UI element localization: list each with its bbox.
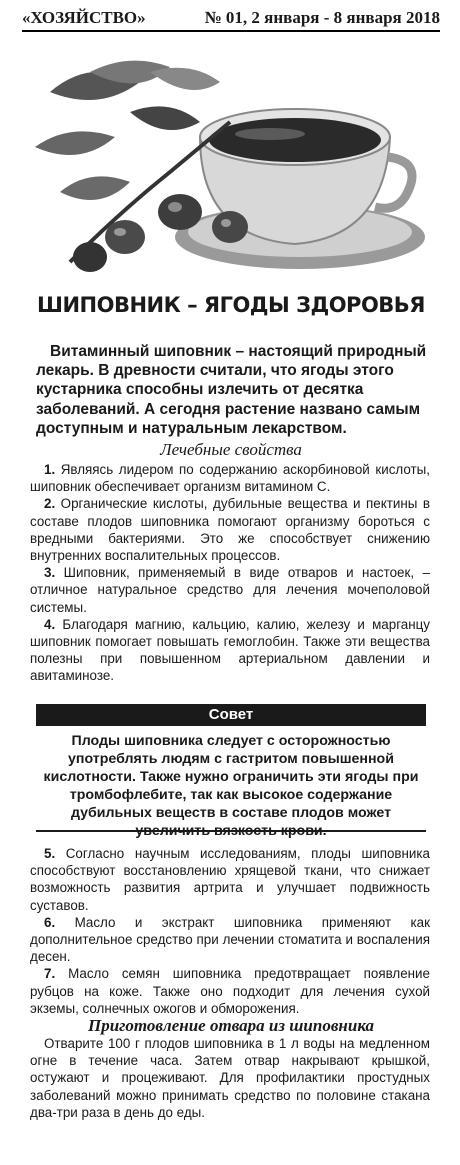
list-item: 7. Масло семян шиповника предотвращает появление рубцов на коже. Также оно подходит для лечения сухой экземы, солнечных ожогов и обморожения. (30, 966, 430, 1016)
article-lead: Витаминный шиповник – настоящий природный лекарь. В древности считали, что ягоды этого кустарника способны излечить от десятка заболеваний. А сегодня растение названо самым доступным и натуральным лекарством. (36, 343, 427, 437)
advice-header: Совет (36, 704, 426, 726)
rosehip-tea-cup-photo (30, 52, 430, 282)
list-item: 3. Шиповник, применяемый в виде отваров и настоек, – отличное натуральное средство для лечения мочеполовой системы. (30, 565, 430, 615)
list-item: 6. Масло и экстракт шиповника применяют как дополнительное средство при лечении стоматита и воспаления десен. (30, 914, 430, 965)
advice-text: Плоды шиповника следует с осторожностью употреблять людям с гастритом повышенной кислотности. Также нужно ограничить эти ягоды при тромбофлебите, так как высокое содержание дубильных веществ в составе плодов может увеличить вязкость крови. (36, 732, 426, 832)
list-item: 5. Согласно научным исследованиям, плоды шиповника способствуют восстановлению хрящевой ткани, что снижает возможность развития артрита и улучшает подвижность суставов. (30, 846, 430, 913)
properties-list-1 (30, 461, 430, 685)
section-title-properties: Лечебные свойства (160, 440, 302, 459)
recipe-text (30, 1035, 430, 1121)
article-title: ШИПОВНИК – ЯГОДЫ ЗДОРОВЬЯ (37, 293, 425, 317)
publication-name: «ХОЗЯЙСТВО» (22, 8, 146, 27)
issue-date: № 01, 2 января - 8 января 2018 (204, 8, 440, 27)
newspaper-header (22, 6, 440, 32)
list-item: 1. Являясь лидером по содержанию аскорбиновой кислоты, шиповник обеспечивает организм витамином С. (30, 462, 430, 495)
recipe-paragraph: Отварите 100 г плодов шиповника в 1 л воды на медленном огне в течение часа. Затем отвар накрывают крышкой, остужают и процеживают. Для профилактики простудных заболеваний можно принимать средство по половине стакана два-три раза в день до еды. (30, 1036, 430, 1120)
list-item: 4. Благодаря магнию, кальцию, калию, железу и марганцу шиповник помогает повышать гемоглобин. Также эти вещества полезны при повышенном артериальном давлении и авитаминозе. (30, 616, 430, 684)
list-item: 2. Органические кислоты, дубильные вещества и пектины в составе плодов шиповника помогают организму бороться с вредными бактериями. Это же способствует снижению внутренних воспалительных процессов. (30, 496, 430, 564)
section-title-recipe: Приготовление отвара из шиповника (87, 1016, 375, 1035)
properties-list-2 (30, 845, 430, 1017)
